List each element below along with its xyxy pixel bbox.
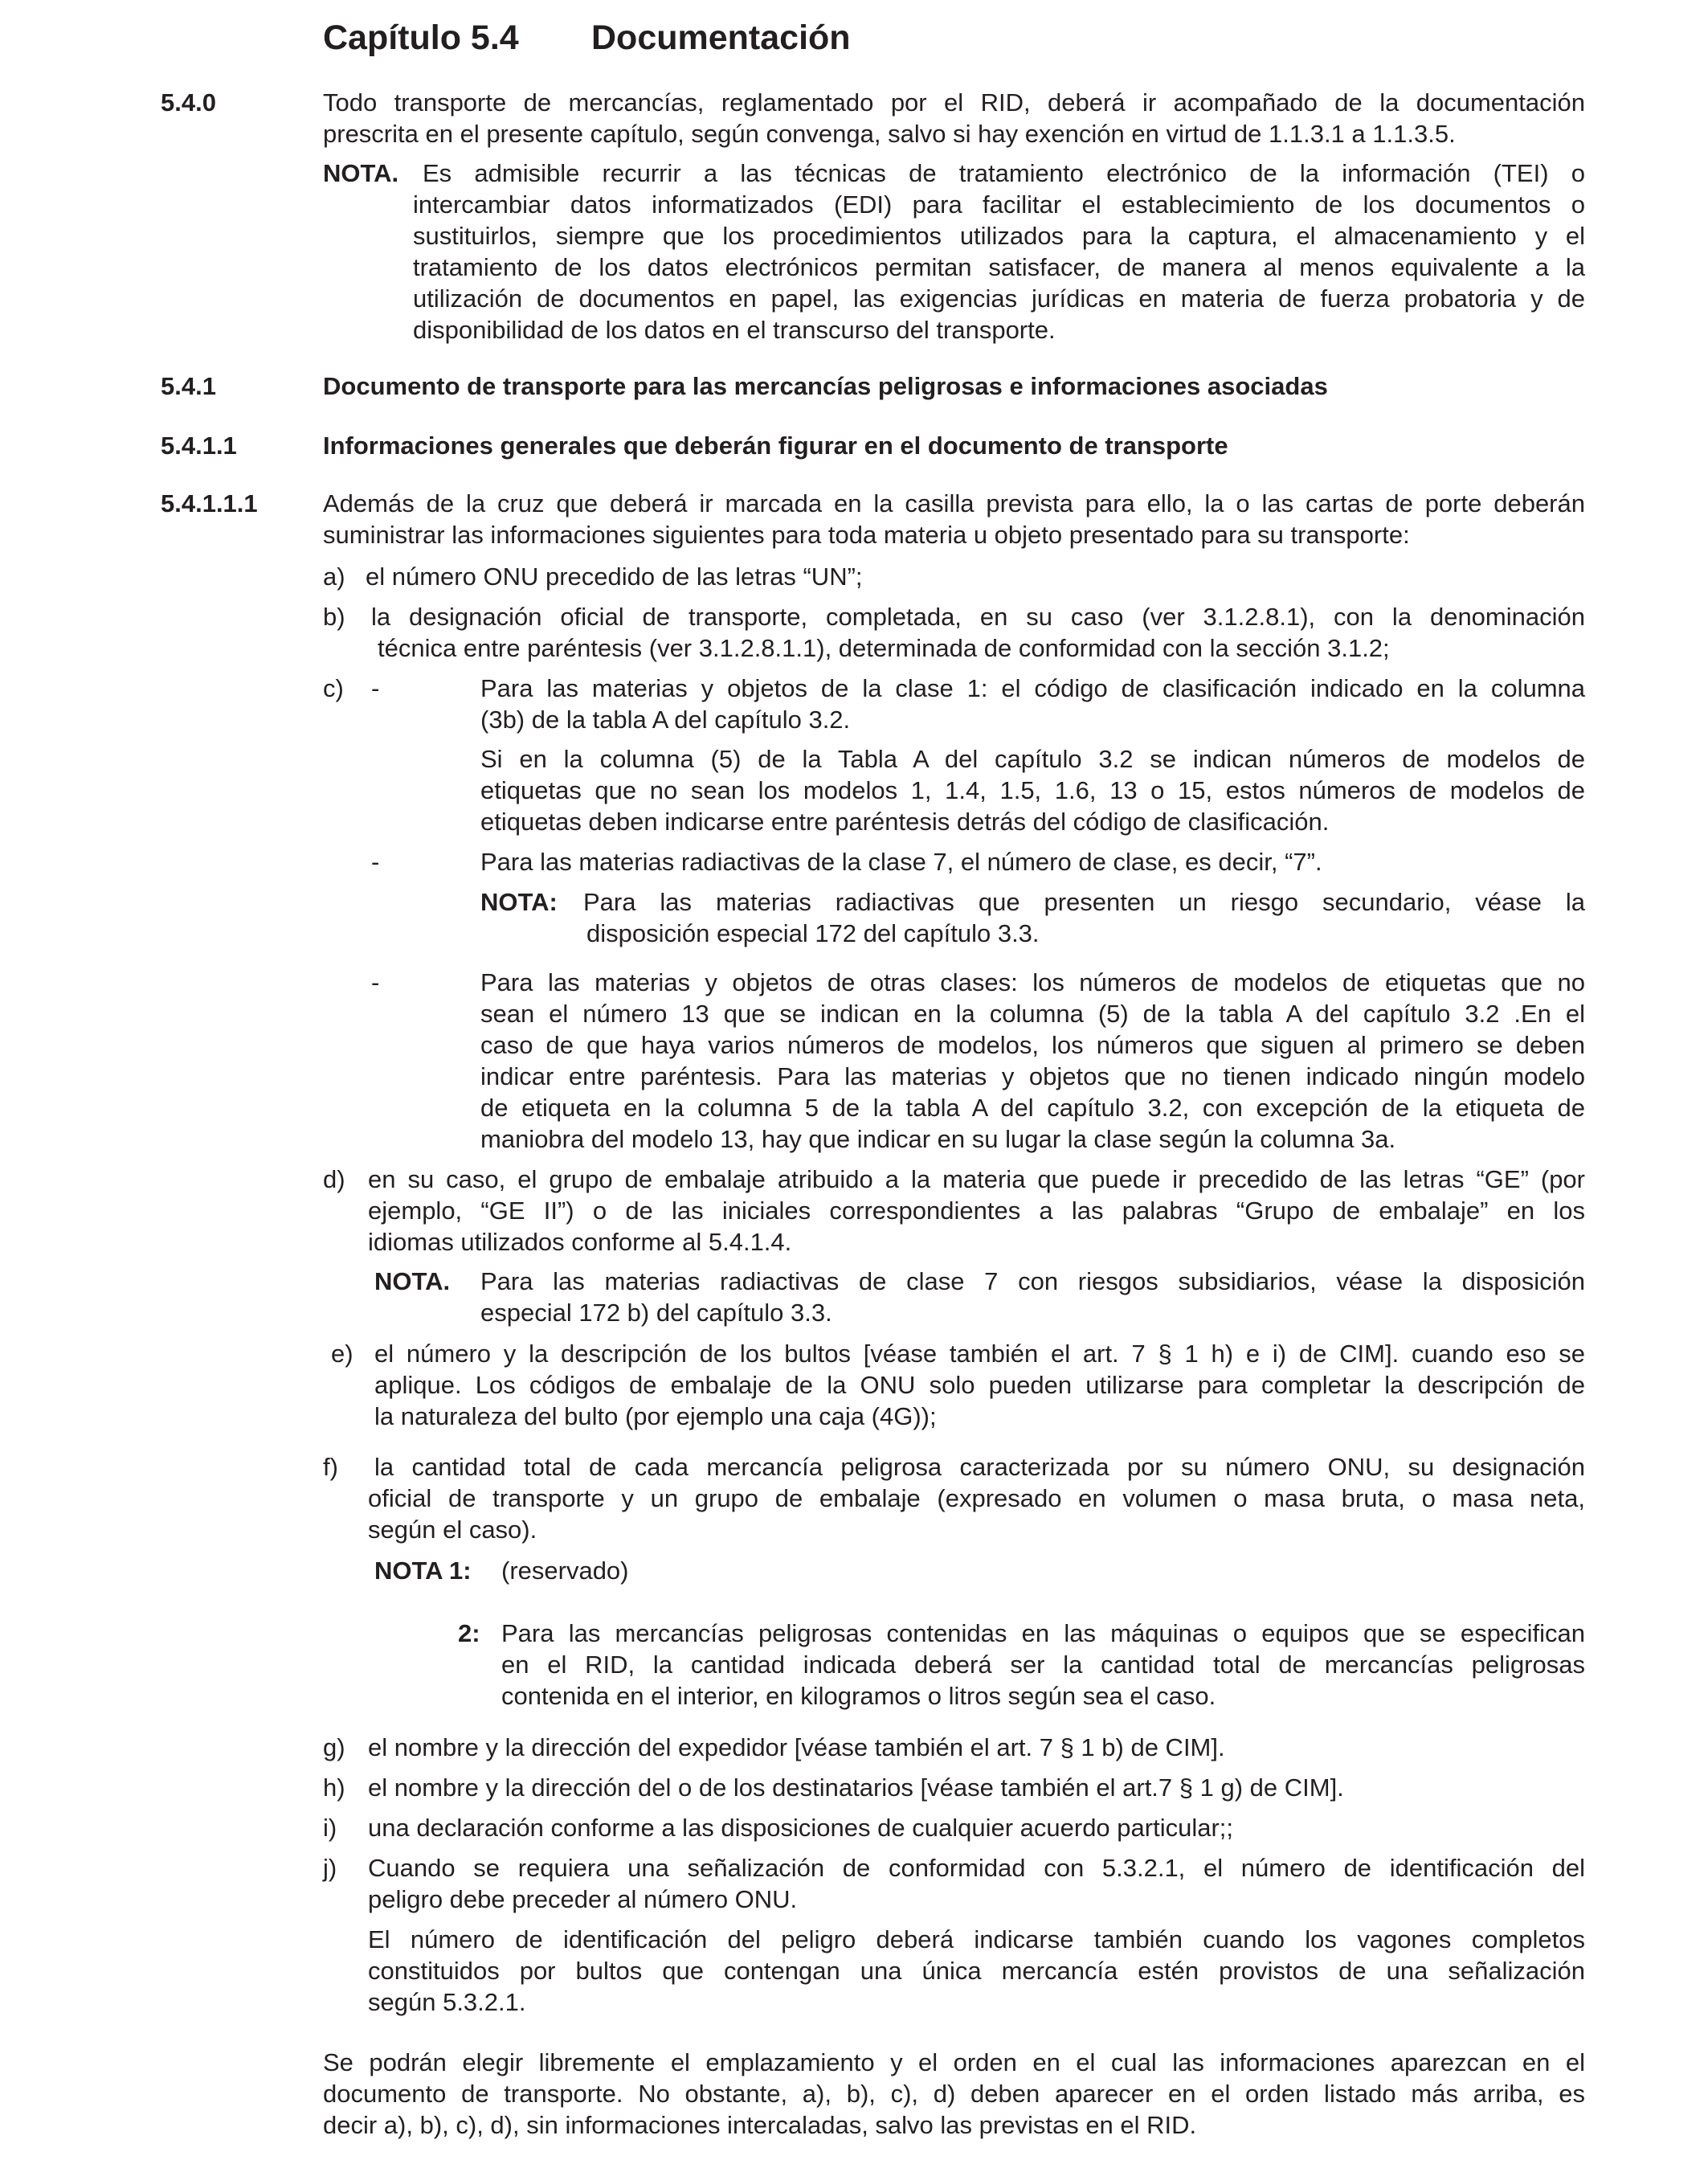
list-item-line: el nombre y la dirección del o de los destinatarios [véase también el art.7 § 1 g) de CIM]. [368, 1773, 1344, 1802]
list-item-line: aplique. Los códigos de embalaje de la ONU solo pueden utilizarse para completar la descripción de [374, 1371, 1585, 1399]
note-line: utilización de documentos en papel, las exigencias jurídicas en materia de fuerza probatoria y de [413, 284, 1585, 313]
note-label: NOTA 1: [374, 1557, 472, 1585]
list-item-line: caso de que haya varios números de modelos, los números que siguen al primero se deben [480, 1031, 1585, 1059]
section-number-5-4-0: 5.4.0 [161, 88, 216, 117]
section-number-5-4-1: 5.4.1 [161, 372, 216, 400]
list-item-line: Para las materias y objetos de la clase 1: el código de clasificación indicado en la columna [480, 674, 1585, 702]
list-item-line: constituidos por bultos que contengan una única mercancía estén provistos de una señalización [368, 1957, 1585, 1985]
section-number-5-4-1-1-1: 5.4.1.1.1 [161, 489, 258, 517]
list-item-line: de etiqueta en la columna 5 de la tabla A del capítulo 3.2, con excepción de la etiqueta de [480, 1094, 1585, 1122]
note-label: 2: [458, 1619, 480, 1647]
paragraph-line: Se podrán elegir libremente el emplazamiento y el orden en el cual las informaciones aparezcan en el [323, 2048, 1585, 2076]
note-label: NOTA. [374, 1267, 451, 1295]
item-label-f: f) [323, 1453, 338, 1481]
note-label: NOTA: [480, 888, 558, 916]
paragraph-line: decir a), b), c), d), sin informaciones intercaladas, salvo las previstas en el RID. [323, 2111, 1197, 2139]
note-label: NOTA. [323, 159, 399, 187]
note-line: especial 172 b) del capítulo 3.3. [480, 1299, 832, 1327]
note-line: contenida en el interior, en kilogramos o litros según sea el caso. [501, 1682, 1216, 1710]
note-line: disponibilidad de los datos en el transcurso del transporte. [413, 316, 1056, 344]
list-item-line: indicar entre paréntesis. Para las materias y objetos que no tienen indicado ningún modelo [480, 1062, 1585, 1090]
list-item-line: peligro debe preceder al número ONU. [368, 1885, 798, 1913]
list-item-line: el número y la descripción de los bultos [véase también el art. 7 § 1 h) e i) de CIM]. cuando eso se [374, 1340, 1585, 1368]
list-item-line: en su caso, el grupo de embalaje atribuido a la materia que puede ir precedido de las letras “GE” (por [368, 1165, 1585, 1193]
list-item-line: el nombre y la dirección del expedidor [véase también el art. 7 § 1 b) de CIM]. [368, 1733, 1225, 1761]
paragraph-line: Todo transporte de mercancías, reglamentado por el RID, deberá ir acompañado de la documentación [323, 88, 1585, 117]
list-item-line: (3b) de la tabla A del capítulo 3.2. [480, 706, 851, 734]
list-item-line: según 5.3.2.1. [368, 1988, 526, 2016]
list-item-line: técnica entre paréntesis (ver 3.1.2.8.1.1), determinada de conformidad con la sección 3.1.2; [378, 634, 1390, 662]
list-item-line: El número de identificación del peligro deberá indicarse también cuando los vagones completos [368, 1925, 1585, 1953]
note-line: sustituirlos, siempre que los procedimientos utilizados para la captura, el almacenamiento y el [413, 222, 1585, 250]
list-item-line: etiquetas que no sean los modelos 1, 1.4, 1.5, 1.6, 13 o 15, estos números de modelos de [480, 776, 1585, 804]
note-line: Para las materias radiactivas que presenten un riesgo secundario, véase la [583, 888, 1585, 916]
item-label-b: b) [323, 603, 345, 631]
list-item-line: Para las materias radiactivas de la clase 7, el número de clase, es decir, “7”. [480, 848, 1322, 876]
dash-marker: - [371, 674, 380, 702]
note-line: Para las materias radiactivas de clase 7 con riesgos subsidiarios, véase la disposición [480, 1267, 1585, 1295]
paragraph-line: prescrita en el presente capítulo, según convenga, salvo si hay exención en virtud de 1.1.3.1 a 1.1.3.5. [323, 120, 1456, 148]
item-label-c: c) [323, 674, 344, 702]
item-label-i: i) [323, 1814, 337, 1842]
note-line: Para las mercancías peligrosas contenidas en las máquinas o equipos que se especifican [501, 1619, 1585, 1647]
list-item-line: ejemplo, “GE II”) o de las iniciales correspondientes a las palabras “Grupo de embalaje” en los [368, 1197, 1585, 1225]
list-item-line: Si en la columna (5) de la Tabla A del capítulo 3.2 se indican números de modelos de [480, 745, 1585, 773]
list-item-line: una declaración conforme a las disposiciones de cualquier acuerdo particular;; [368, 1814, 1234, 1842]
note-line: en el RID, la cantidad indicada deberá ser la cantidad total de mercancías peligrosas [501, 1651, 1585, 1679]
paragraph-line: Además de la cruz que deberá ir marcada en la casilla prevista para ello, la o las cartas de porte deberán [323, 489, 1585, 517]
chapter-number: Capítulo 5.4 [323, 18, 519, 57]
note-line: Es admisible recurrir a las técnicas de tratamiento electrónico de la información (TEI) o [423, 159, 1585, 187]
list-item-line: Para las materias y objetos de otras clases: los números de modelos de etiquetas que no [480, 968, 1585, 996]
paragraph-line: documento de transporte. No obstante, a), b), c), d) deben aparecer en el orden listado más arriba, es [323, 2080, 1585, 2108]
chapter-title: Documentación [591, 18, 851, 57]
list-item-line: idiomas utilizados conforme al 5.4.1.4. [368, 1228, 792, 1256]
note-line: tratamiento de los datos electrónicos permitan satisfacer, de manera al menos equivalente a la [413, 253, 1585, 281]
note-line: intercambiar datos informatizados (EDI) para facilitar el establecimiento de los documentos o [413, 190, 1585, 219]
paragraph-line: suministrar las informaciones siguientes para toda materia u objeto presentado para su transporte: [323, 521, 1410, 549]
item-label-j: j) [323, 1854, 337, 1882]
list-item-line: Cuando se requiera una señalización de conformidad con 5.3.2.1, el número de identificación del [368, 1854, 1585, 1882]
dash-marker: - [371, 848, 380, 876]
list-item-line: la designación oficial de transporte, completada, en su caso (ver 3.1.2.8.1), con la denominación [371, 603, 1585, 631]
item-label-d: d) [323, 1165, 345, 1193]
section-heading: Informaciones generales que deberán figurar en el documento de transporte [323, 432, 1228, 460]
list-item-line: según el caso). [368, 1516, 537, 1544]
list-item-line: oficial de transporte y un grupo de embalaje (expresado en volumen o masa bruta, o masa neta, [368, 1484, 1585, 1512]
note-line: disposición especial 172 del capítulo 3.3. [586, 919, 1040, 947]
item-label-a: a) [323, 562, 345, 591]
list-item-line: la naturaleza del bulto (por ejemplo una caja (4G)); [374, 1402, 937, 1430]
list-item-line: maniobra del modelo 13, hay que indicar en su lugar la clase según la columna 3a. [480, 1125, 1396, 1153]
section-number-5-4-1-1: 5.4.1.1 [161, 432, 237, 460]
note-line: (reservado) [501, 1557, 629, 1585]
list-item-line: el número ONU precedido de las letras “UN”; [366, 562, 863, 591]
item-label-e: e) [331, 1340, 353, 1368]
dash-marker: - [371, 968, 380, 996]
item-label-g: g) [323, 1733, 345, 1761]
section-heading: Documento de transporte para las mercancías peligrosas e informaciones asociadas [323, 372, 1328, 400]
item-label-h: h) [323, 1773, 345, 1802]
list-item-line: la cantidad total de cada mercancía peligrosa caracterizada por su número ONU, su designación [374, 1453, 1585, 1481]
list-item-line: sean el número 13 que se indican en la columna (5) de la tabla A del capítulo 3.2 .En el [480, 1000, 1585, 1028]
list-item-line: etiquetas deben indicarse entre paréntesis detrás del código de clasificación. [480, 808, 1330, 836]
